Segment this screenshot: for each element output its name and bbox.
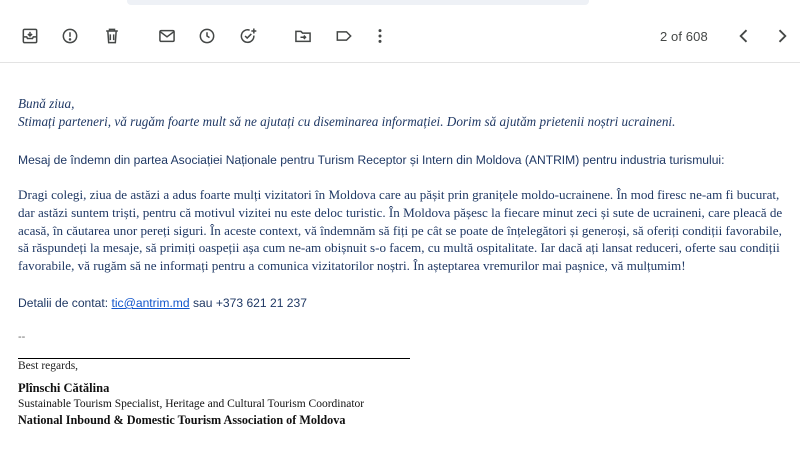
label-icon bbox=[334, 26, 354, 46]
contact-email-link[interactable]: tic@antrim.md bbox=[111, 296, 190, 310]
archive-button[interactable] bbox=[16, 22, 44, 50]
add-task-icon bbox=[238, 26, 258, 46]
snooze-icon bbox=[197, 26, 217, 46]
report-spam-button[interactable] bbox=[56, 22, 84, 50]
greeting-line-1: Bună ziua, bbox=[18, 96, 75, 111]
more-icon bbox=[370, 26, 390, 46]
signature-title: Sustainable Tourism Specialist, Heritage and Cultural Tourism Coordinator bbox=[18, 398, 365, 410]
add-to-tasks-button[interactable] bbox=[234, 22, 262, 50]
toolbar-divider bbox=[0, 62, 800, 63]
mark-unread-button[interactable] bbox=[153, 22, 181, 50]
body-paragraph: Dragi colegi, ziua de astăzi a adus foarte mulți vizitatori în Moldova care au pășit prin granițele moldo-ucrainene. În mod firesc ne-am fi bucurat, dar astăzi suntem triști, pentru că motivul vizitei nu este deloc turistic. În Moldova pășesc la fiecare minut zeci și sute de ucraineni, care pleacă de acasă, în căutarea unor pereți siguri. În aceste context, vă îndemnăm să fiți pe cât se poate de înțelegători și generoși, să oferiți condiții favorabile, să răspundeți la mesaje, să primiți oaspeții așa cum ne-am obișnuit s-o facem, cu multă ospitalitate. Iar dacă ați lansat reduceri, oferte sau condiții favorabile, vă rugăm să ne informați pentru a comunica vizitatorilor noștri. În așteptarea vremurilor mai pașnice, vă mulțumim! bbox=[18, 187, 783, 274]
message-counter: 2 of 608 bbox=[660, 29, 708, 44]
contact-label: Detalii de contat: bbox=[18, 296, 109, 310]
search-bar-edge bbox=[127, 0, 589, 5]
mark-unread-icon bbox=[157, 26, 177, 46]
move-to-button[interactable] bbox=[289, 22, 317, 50]
older-message-button[interactable] bbox=[768, 22, 796, 50]
newer-message-button[interactable] bbox=[730, 22, 758, 50]
message-toolbar bbox=[0, 16, 800, 56]
report-spam-icon bbox=[60, 26, 80, 46]
contact-line bbox=[18, 294, 518, 312]
move-to-icon bbox=[293, 26, 313, 46]
signature-rule bbox=[18, 358, 410, 359]
chevron-left-icon bbox=[734, 26, 754, 46]
label-button[interactable] bbox=[330, 22, 358, 50]
archive-icon bbox=[20, 26, 40, 46]
delete-icon bbox=[102, 26, 122, 46]
greeting-line-2: Stimați parteneri, vă rugăm foarte mult să ne ajutați cu diseminarea informației. Dorim să ajutăm prietenii noștri ucraineni. bbox=[18, 114, 676, 129]
contact-phone: sau +373 621 21 237 bbox=[192, 296, 307, 310]
snooze-button[interactable] bbox=[193, 22, 221, 50]
signature-name: Plînschi Cătălina bbox=[18, 381, 110, 395]
more-options-button[interactable] bbox=[366, 22, 394, 50]
mesaj-paragraph: Mesaj de îndemn din partea Asociației Naționale pentru Turism Receptor și Intern din Moldova (ANTRIM) pentru industria turismului: bbox=[18, 153, 725, 167]
delete-button[interactable] bbox=[98, 22, 126, 50]
signature-separator: -- bbox=[18, 331, 26, 343]
signature-regards: Best regards, bbox=[18, 360, 79, 372]
signature-organization: National Inbound & Domestic Tourism Association of Moldova bbox=[18, 413, 346, 427]
greeting bbox=[18, 95, 788, 131]
chevron-right-icon bbox=[772, 26, 792, 46]
